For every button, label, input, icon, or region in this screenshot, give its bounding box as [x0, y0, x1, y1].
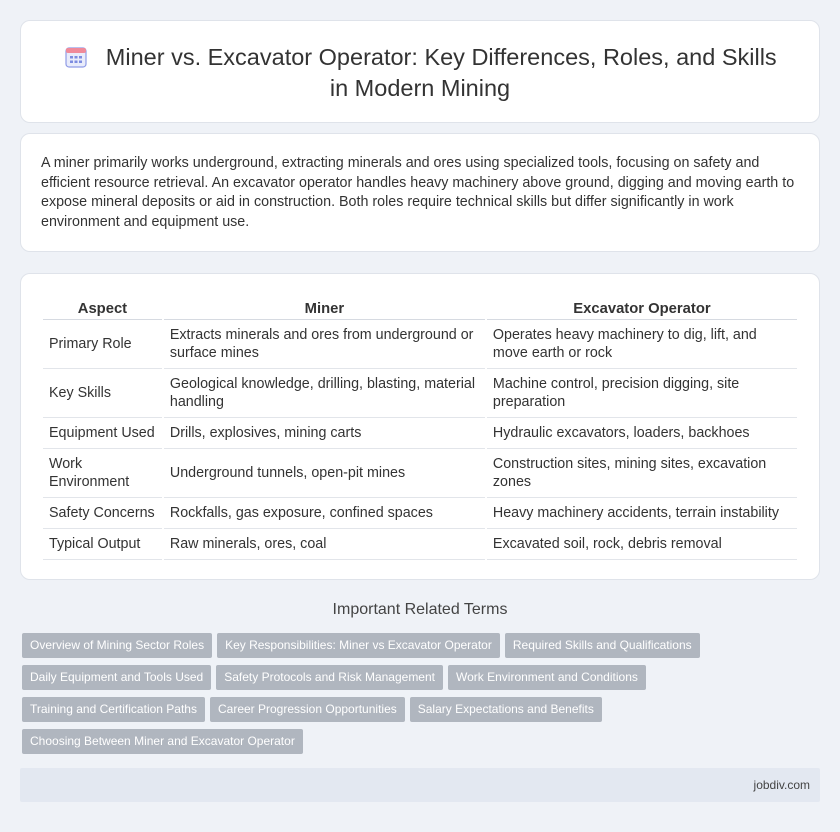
intro-card: [20, 133, 820, 252]
header-excavator-operator: Excavator Operator: [487, 294, 797, 320]
related-term-tag[interactable]: Choosing Between Miner and Excavator Operator: [22, 729, 303, 754]
related-term-tag[interactable]: Work Environment and Conditions: [448, 665, 646, 690]
page-title: Miner vs. Excavator Operator: Key Differences, Roles, and Skills in Modern Mining: [105, 44, 777, 101]
aspect-cell: Equipment Used: [43, 418, 162, 449]
table-row: [43, 320, 797, 369]
related-term-tag[interactable]: Overview of Mining Sector Roles: [22, 633, 212, 658]
excavator-cell: Heavy machinery accidents, terrain instability: [487, 498, 797, 529]
comparison-table-card: [20, 273, 820, 580]
related-term-tag[interactable]: Daily Equipment and Tools Used: [22, 665, 211, 690]
aspect-cell: Typical Output: [43, 529, 162, 560]
excavator-cell: Machine control, precision digging, site preparation: [487, 369, 797, 418]
miner-cell: Drills, explosives, mining carts: [164, 418, 485, 449]
related-terms-list: [22, 633, 722, 761]
related-term-tag[interactable]: Required Skills and Qualifications: [505, 633, 700, 658]
miner-cell: Geological knowledge, drilling, blasting, material handling: [164, 369, 485, 418]
table-header-row: [43, 294, 797, 320]
calendar-icon: [63, 44, 89, 70]
aspect-cell: Safety Concerns: [43, 498, 162, 529]
table-row: [43, 498, 797, 529]
aspect-cell: Work Environment: [43, 449, 162, 498]
comparison-table: [41, 294, 799, 560]
related-terms-title: Important Related Terms: [332, 601, 508, 618]
header-card: [20, 20, 820, 123]
excavator-cell: Operates heavy machinery to dig, lift, and move earth or rock: [487, 320, 797, 369]
header-aspect: Aspect: [43, 294, 162, 320]
excavator-cell: Excavated soil, rock, debris removal: [487, 529, 797, 560]
miner-cell: Extracts minerals and ores from underground or surface mines: [164, 320, 485, 369]
table-row: [43, 418, 797, 449]
excavator-cell: Construction sites, mining sites, excavation zones: [487, 449, 797, 498]
footer: [20, 768, 820, 802]
table-row: [43, 449, 797, 498]
miner-cell: Raw minerals, ores, coal: [164, 529, 485, 560]
miner-cell: Underground tunnels, open-pit mines: [164, 449, 485, 498]
miner-cell: Rockfalls, gas exposure, confined spaces: [164, 498, 485, 529]
title-row: [51, 43, 789, 103]
related-term-tag[interactable]: Career Progression Opportunities: [210, 697, 405, 722]
table-row: [43, 529, 797, 560]
aspect-cell: Key Skills: [43, 369, 162, 418]
related-term-tag[interactable]: Safety Protocols and Risk Management: [216, 665, 443, 690]
related-term-tag[interactable]: Salary Expectations and Benefits: [410, 697, 602, 722]
header-miner: Miner: [164, 294, 485, 320]
intro-paragraph: A miner primarily works underground, extracting minerals and ores using specialized tools, focusing on safety and efficient resource retrieval. An excavator operator handles heavy machinery above ground, digging and moving earth to expose mineral deposits or aid in construction. Both roles require technical skills but differ significantly in work environment and equipment use.: [41, 155, 795, 230]
related-term-tag[interactable]: Key Responsibilities: Miner vs Excavator Operator: [217, 633, 500, 658]
aspect-cell: Primary Role: [43, 320, 162, 369]
footer-site-link[interactable]: jobdiv.com: [753, 778, 810, 792]
excavator-cell: Hydraulic excavators, loaders, backhoes: [487, 418, 797, 449]
table-row: [43, 369, 797, 418]
related-term-tag[interactable]: Training and Certification Paths: [22, 697, 205, 722]
